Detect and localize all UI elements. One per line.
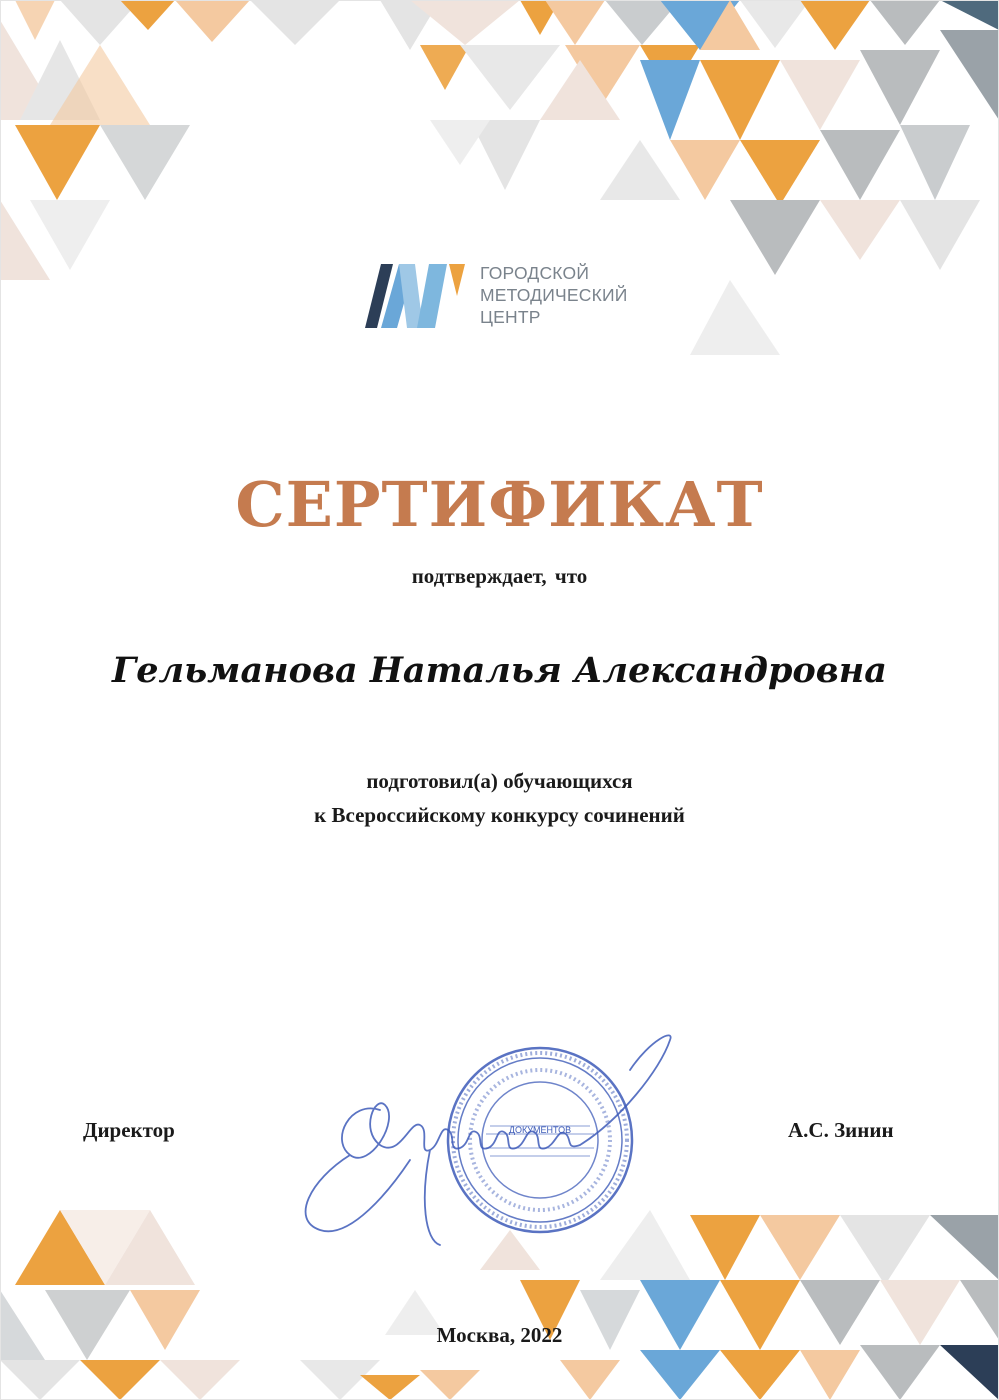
certificate-description — [0, 764, 999, 832]
stamp-inner-text: ДОКУМЕНТОВ — [508, 1125, 572, 1135]
official-stamp — [448, 1048, 632, 1232]
gmc-logo — [365, 262, 655, 332]
stamp-and-signature — [290, 1030, 690, 1280]
place-and-date: Москва, 2022 — [436, 1323, 563, 1347]
signature-role: Директор — [83, 1118, 175, 1142]
recipient-name: Гельманова Наталья Александровна — [112, 650, 887, 691]
logo-line-1: ГОРОДСКОЙ — [480, 263, 590, 283]
signature-name: А.С. Зинин — [788, 1118, 894, 1142]
description-line-2: к Всероссийскому конкурсу сочинений — [314, 803, 685, 827]
gmc-logo-text — [480, 262, 628, 328]
description-line-1: подготовил(а) обучающихся — [366, 769, 633, 793]
gmc-logo-mark — [365, 262, 470, 332]
certificate-title: СЕРТИФИКАТ — [235, 468, 764, 541]
confirms-text: подтверждает, что — [411, 564, 588, 588]
logo-line-3: ЦЕНТР — [480, 307, 541, 327]
logo-line-2: МЕТОДИЧЕСКИЙ — [480, 285, 628, 305]
handwritten-signature — [306, 1035, 671, 1245]
